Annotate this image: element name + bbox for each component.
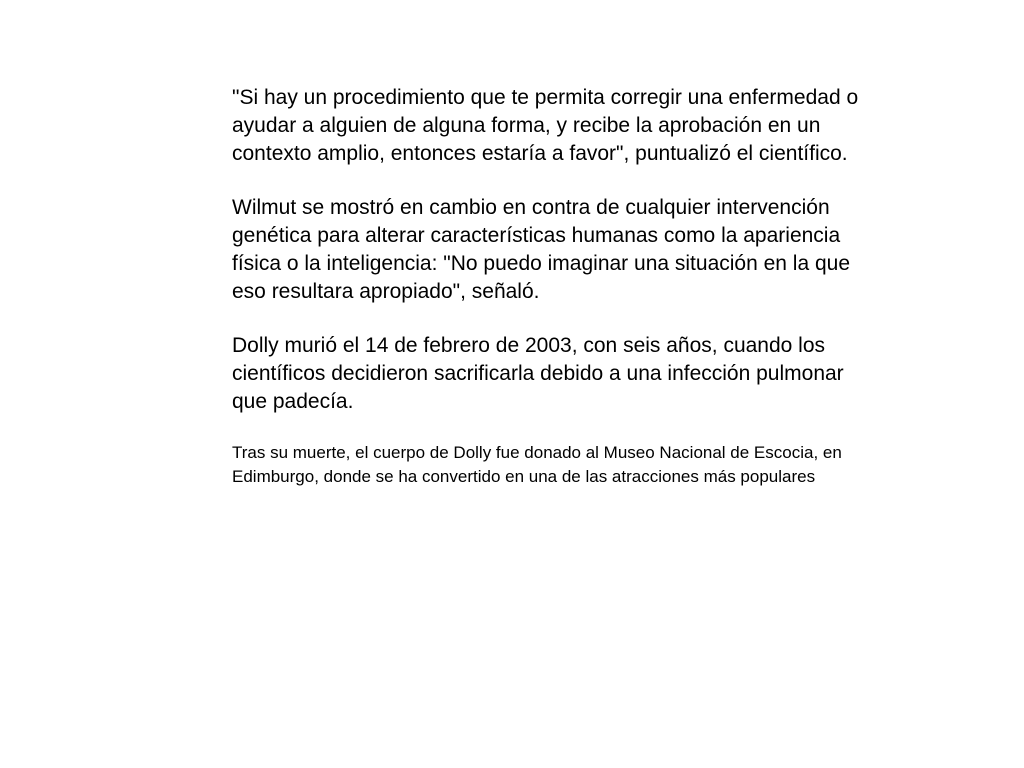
paragraph-dolly-death: Dolly murió el 14 de febrero de 2003, con seis años, cuando los científicos decidieron sacrificarla debido a una infección pulmonar que padecía. <box>232 334 844 413</box>
paragraph-museum: Tras su muerte, el cuerpo de Dolly fue donado al Museo Nacional de Escocia, en Edimburgo, donde se ha convertido en una de las atracciones más populares <box>232 443 842 486</box>
paragraph-quote-favor: "Si hay un procedimiento que te permita corregir una enfermedad o ayudar a alguien de alguna forma, y recibe la aprobación en un contexto amplio, entonces estaría a favor", puntualizó el científico. <box>232 86 859 165</box>
paragraph-wilmut-opposition: Wilmut se mostró en cambio en contra de cualquier intervención genética para alterar características humanas como la apariencia física o la inteligencia: "No puedo imaginar una situación en la que eso resultara apropiado", señaló. <box>232 196 851 303</box>
slide-body <box>232 84 872 489</box>
